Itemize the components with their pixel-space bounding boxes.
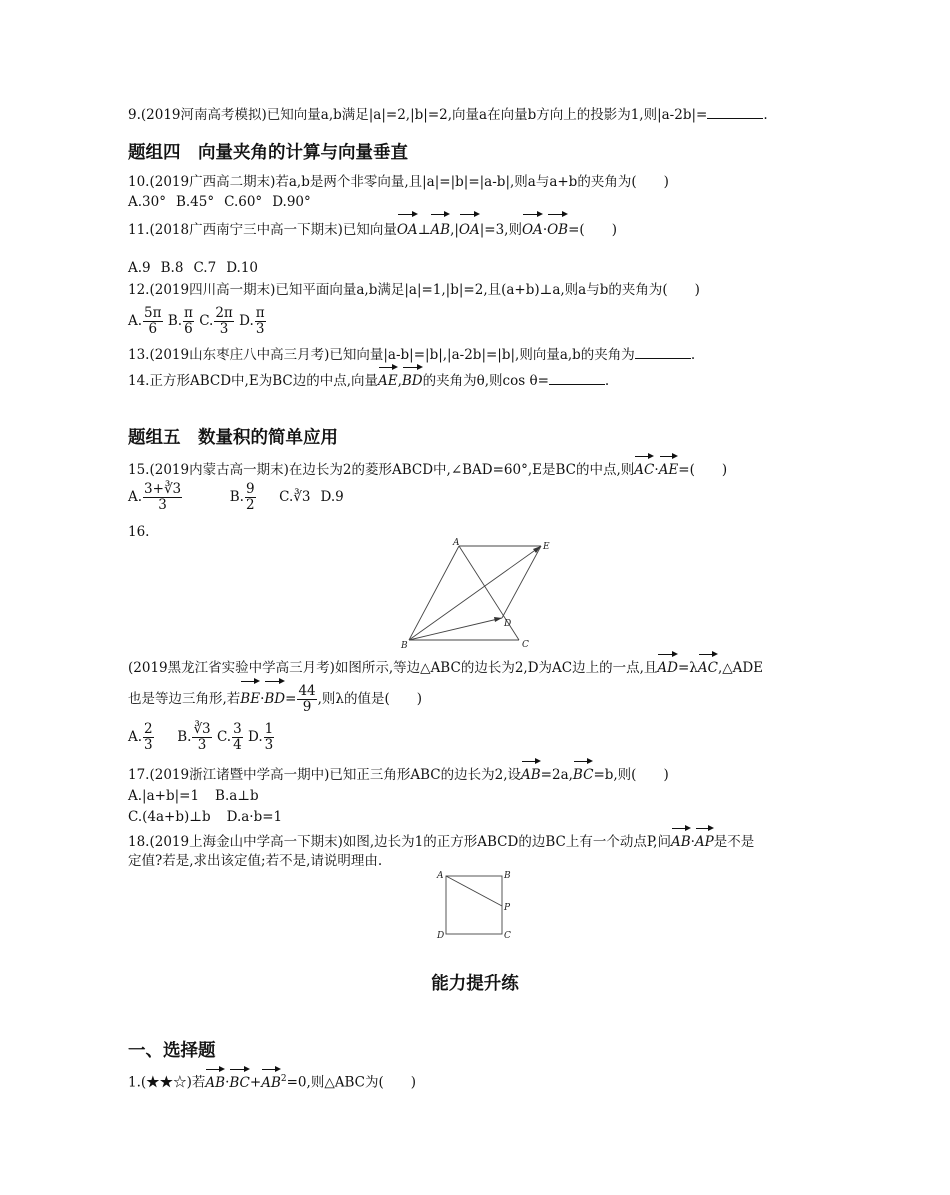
answer-blank — [549, 372, 605, 385]
question-12: 12.(2019四川高一期末)已知平面向量a,b满足|a|=1,|b|=2,且(a+b)⊥a,则a与b的夹角为( ) — [128, 282, 700, 298]
point-label-a: A — [453, 538, 460, 548]
vector-ae: AE — [659, 455, 679, 482]
vector-ap: AP — [695, 827, 714, 854]
question-17-options-row2 — [128, 808, 292, 826]
vector-bd: BD — [402, 366, 423, 393]
question-9: 9.(2019河南高考模拟)已知向量a,b满足|a|=2,|b|=2,向量a在向量b方向上的投影为1,则|a-2b|= . — [128, 107, 768, 123]
section-title: 能力提升练 — [431, 974, 519, 994]
fraction: $\frac{1}{3}$ — [264, 721, 274, 753]
fraction: $\frac{2}{3}$ — [144, 721, 153, 753]
point-label-b: B — [401, 641, 408, 651]
option-b: B.8 — [160, 260, 184, 276]
fraction: $\frac{5\pi}{6}$ — [144, 305, 162, 337]
vector-ab: AB — [671, 827, 691, 854]
vector-bc: BC — [229, 1068, 250, 1095]
question-15-options: A. $\frac{3+∛3}{3}$ B. $\frac{9}{2}$ C.∛3 D.9 — [128, 481, 344, 513]
vector-ab: AB — [261, 1068, 281, 1095]
point-label-c: C — [504, 931, 511, 941]
question-14: 14.正方形ABCD中,E为BC边的中点,向量AE,BD的夹角为θ,则cos θ= . — [128, 366, 609, 393]
fraction: $\frac{2\pi}{3}$ — [215, 305, 233, 337]
option-b: B.a⊥b — [215, 788, 259, 804]
section-heading-group4: 题组四 向量夹角的计算与向量垂直 — [128, 143, 408, 163]
vector-be: BE — [240, 680, 260, 715]
question-9-text: 9.(2019河南高考模拟)已知向量a,b满足|a|=2,|b|=2,向量a在向量b方向上的投影为1,则|a-2b|= — [128, 107, 708, 123]
point-label-c: C — [522, 640, 529, 650]
vector-ab: AB — [430, 213, 450, 244]
point-label-a: A — [437, 871, 444, 881]
point-label-b: B — [504, 871, 511, 881]
vector-ac: AC — [634, 455, 654, 482]
question-18-line2: 定值?若是,求出该定值;若不是,请说明理由. — [128, 853, 383, 869]
square-diagram — [433, 866, 518, 942]
option-d: D.9 — [320, 489, 344, 505]
fraction: $\frac{\pi}{3}$ — [255, 305, 265, 337]
vector-oa: OA — [522, 213, 543, 244]
answer-blank — [707, 106, 763, 119]
question-16-line1: (2019黑龙江省实验中学高三月考)如图所示,等边△ABC的边长为2,D为AC边上的一点,且AD=λAC,△ADE — [128, 653, 763, 680]
fraction: $\frac{\pi}{6}$ — [184, 305, 193, 337]
vector-ab: AB — [521, 760, 541, 787]
fraction: $\frac{3+∛3}{3}$ — [144, 481, 182, 513]
option-c: C.(4a+b)⊥b — [128, 809, 211, 825]
option-c: C.7 — [193, 260, 217, 276]
vector-oa: OA — [459, 213, 480, 244]
vector-ad: AD — [657, 653, 678, 680]
fraction: $\frac{3}{4}$ — [233, 721, 242, 753]
vector-bc: BC — [573, 760, 594, 787]
vector-ac: AC — [698, 653, 718, 680]
question-17: 17.(2019浙江诸暨中学高一期中)已知正三角形ABC的边长为2,设AB=2a,BC=b,则( ) — [128, 760, 669, 787]
section-heading-group5: 题组五 数量积的简单应用 — [128, 428, 338, 448]
vector-bd: BD — [264, 680, 285, 715]
option-a: A.|a+b|=1 — [128, 788, 200, 804]
vector-ob: OB — [547, 213, 568, 244]
point-label-e: E — [543, 542, 550, 552]
point-label-p: P — [504, 903, 511, 913]
question-10-options — [128, 193, 321, 211]
question-10: 10.(2019广西高二期末)若a,b是两个非零向量,且|a|=|b|=|a-b|,则a与a+b的夹角为( ) — [128, 174, 669, 190]
point-label-d: D — [437, 931, 445, 941]
question-17-options-row1 — [128, 787, 269, 805]
part-heading: 一、选择题 — [128, 1041, 216, 1061]
vector-ab: AB — [205, 1068, 225, 1095]
question-16-number: 16. — [128, 524, 150, 540]
option-c: C.∛3 — [279, 489, 311, 505]
question-16-options: A. $\frac{2}{3}$ B. $\frac{∛3}{3}$ C. $\frac{3}{4}$ D. $\frac{1}{3}$ — [128, 721, 274, 753]
question-1: 1.(★★☆)若$AB\cdot BC+AB^2=0$,则△ABC为( ) — [128, 1067, 416, 1095]
option-d: D.90° — [272, 194, 311, 210]
fraction: $\frac{44}{9}$ — [298, 683, 316, 715]
option-b: B.45° — [175, 194, 215, 210]
question-13: 13.(2019山东枣庄八中高三月考)已知向量|a-b|=|b|,|a-2b|=|b|,则向量a,b的夹角为 . — [128, 347, 696, 363]
question-11: 11.(2018广西南宁三中高一下期末)已知向量OA⊥AB,|OA|=3,则OA·OB=( ) — [128, 213, 617, 244]
rhombus-diagram — [395, 536, 560, 654]
answer-blank — [635, 346, 691, 359]
option-a: A.30° — [128, 194, 166, 210]
question-11-options — [128, 259, 268, 277]
option-d: D.a·b=1 — [226, 809, 283, 825]
point-label-d: D — [504, 619, 512, 629]
option-a: A.9 — [128, 260, 151, 276]
option-c: C.60° — [224, 194, 263, 210]
question-16-line2: 也是等边三角形,若BE·BD= $\frac{44}{9}$ ,则λ的值是( ) — [128, 680, 422, 715]
option-d: D.10 — [226, 260, 258, 276]
fraction: $\frac{∛3}{3}$ — [193, 721, 211, 753]
question-18-line1: 18.(2019上海金山中学高一下期末)如图,边长为1的正方形ABCD的边BC上有一个动点P,问AB·AP是不是 — [128, 827, 754, 854]
vector-ae: AE — [378, 366, 398, 393]
fraction: $\frac{9}{2}$ — [245, 481, 255, 513]
question-12-options: A. $\frac{5\pi}{6}$ B. $\frac{\pi}{6}$ C. $\frac{2\pi}{3}$ D. $\frac{\pi}{3}$ — [128, 305, 265, 337]
question-15: 15.(2019内蒙古高一期末)在边长为2的菱形ABCD中,∠BAD=60°,E是BC的中点,则AC·AE=( ) — [128, 455, 727, 482]
vector-oa: OA — [397, 213, 418, 244]
